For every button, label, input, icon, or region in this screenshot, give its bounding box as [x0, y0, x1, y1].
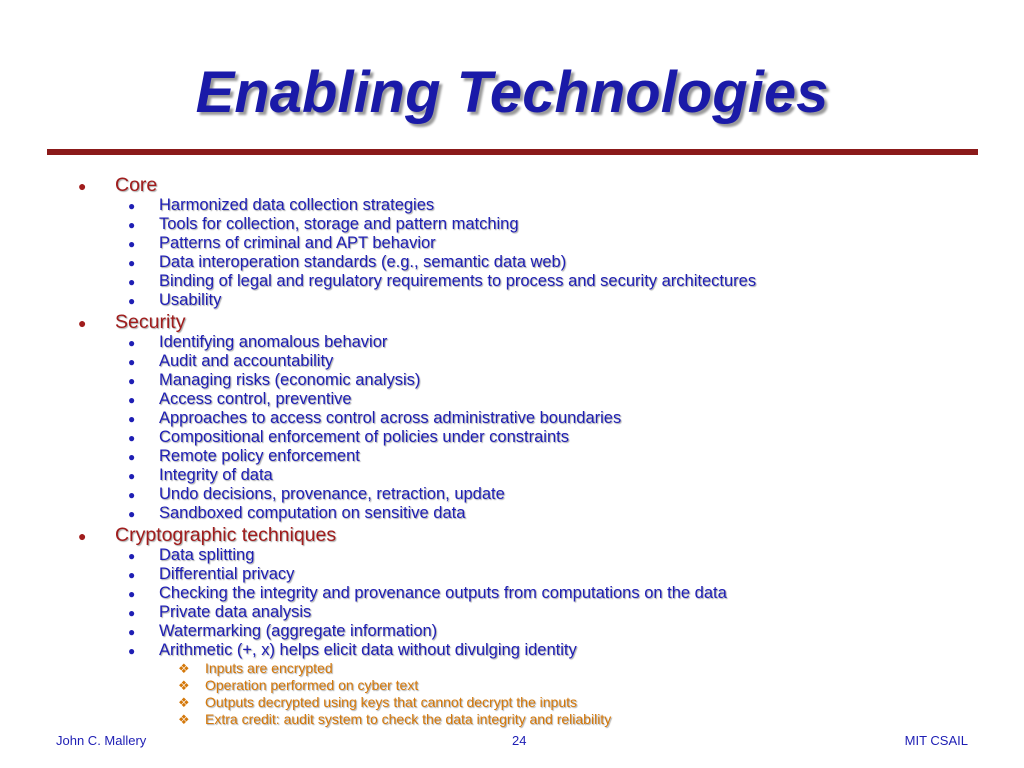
bullet-icon: ●	[128, 355, 136, 369]
section-label: Cryptographic techniques	[115, 524, 337, 546]
list-item: ● Compositional enforcement of policies under constraints	[128, 428, 569, 446]
footer-author: John C. Mallery	[56, 733, 147, 748]
bullet-icon: ●	[128, 488, 136, 502]
sub-list-item: ❖ Operation performed on cyber text	[178, 677, 419, 693]
list-item: ● Approaches to access control across administrative boundaries	[128, 409, 622, 427]
list-item: ● Remote policy enforcement	[128, 447, 360, 465]
bullet-icon: ●	[128, 237, 136, 251]
bullet-icon: ●	[128, 256, 136, 270]
footer-organization: MIT CSAIL	[904, 733, 968, 748]
bullet-icon: ●	[128, 450, 136, 464]
bullet-icon: ●	[128, 374, 136, 388]
bullet-icon: ●	[128, 606, 136, 620]
sub-list-item: ❖ Extra credit: audit system to check the data integrity and reliability	[178, 711, 612, 727]
bullet-icon: ●	[128, 336, 136, 350]
footer-page-number: 24	[512, 733, 527, 748]
bullet-icon: ●	[128, 393, 136, 407]
bullet-icon: ●	[128, 568, 136, 582]
section-core	[78, 173, 157, 198]
bullet-icon: ●	[128, 199, 136, 213]
bullet-icon: ●	[128, 644, 136, 658]
bullet-icon: ●	[128, 507, 136, 521]
list-item: ● Arithmetic (+, x) helps elicit data without divulging identity	[128, 641, 577, 659]
bullet-icon: ●	[78, 528, 87, 544]
bullet-icon: ●	[128, 275, 136, 289]
title-divider	[47, 149, 978, 155]
list-item: ● Patterns of criminal and APT behavior	[128, 234, 436, 252]
list-item: ● Integrity of data	[128, 466, 273, 484]
list-item: ● Sandboxed computation on sensitive data	[128, 504, 466, 522]
list-item: ● Watermarking (aggregate information)	[128, 622, 438, 640]
list-item: ● Undo decisions, provenance, retraction, update	[128, 485, 505, 503]
bullet-icon: ●	[128, 294, 136, 308]
bullet-icon: ●	[128, 625, 136, 639]
bullet-icon: ●	[128, 218, 136, 232]
section-label: Security	[115, 311, 186, 333]
list-item: ● Private data analysis	[128, 603, 312, 621]
sub-list-item: ❖ Outputs decrypted using keys that cannot decrypt the inputs	[178, 694, 577, 710]
bullet-icon: ●	[78, 315, 87, 331]
list-item: ● Checking the integrity and provenance outputs from computations on the data	[128, 584, 727, 602]
sub-list-item: ❖ Inputs are encrypted	[178, 660, 333, 676]
diamond-bullet-icon: ❖	[178, 712, 190, 727]
list-item: ● Access control, preventive	[128, 390, 352, 408]
list-item: ● Managing risks (economic analysis)	[128, 371, 421, 389]
list-item: ● Identifying anomalous behavior	[128, 333, 388, 351]
list-item: ● Harmonized data collection strategies	[128, 196, 435, 214]
bullet-icon: ●	[128, 549, 136, 563]
section-security	[78, 310, 185, 335]
list-item: ● Differential privacy	[128, 565, 295, 583]
diamond-bullet-icon: ❖	[178, 661, 190, 676]
bullet-icon: ●	[128, 431, 136, 445]
bullet-icon: ●	[128, 412, 136, 426]
bullet-icon: ●	[78, 178, 87, 194]
diamond-bullet-icon: ❖	[178, 678, 190, 693]
list-item: ● Binding of legal and regulatory requirements to process and security architectures	[128, 272, 757, 290]
section-cryptographic-techniques	[78, 523, 336, 548]
bullet-icon: ●	[128, 469, 136, 483]
list-item: ● Data splitting	[128, 546, 255, 564]
diamond-bullet-icon: ❖	[178, 695, 190, 710]
slide-title: Enabling Technologies	[195, 60, 829, 125]
bullet-icon: ●	[128, 587, 136, 601]
list-item: ● Audit and accountability	[128, 352, 334, 370]
section-label: Core	[115, 174, 158, 196]
list-item: ● Usability	[128, 291, 222, 309]
list-item: ● Tools for collection, storage and pattern matching	[128, 215, 519, 233]
list-item: ● Data interoperation standards (e.g., semantic data web)	[128, 253, 567, 271]
